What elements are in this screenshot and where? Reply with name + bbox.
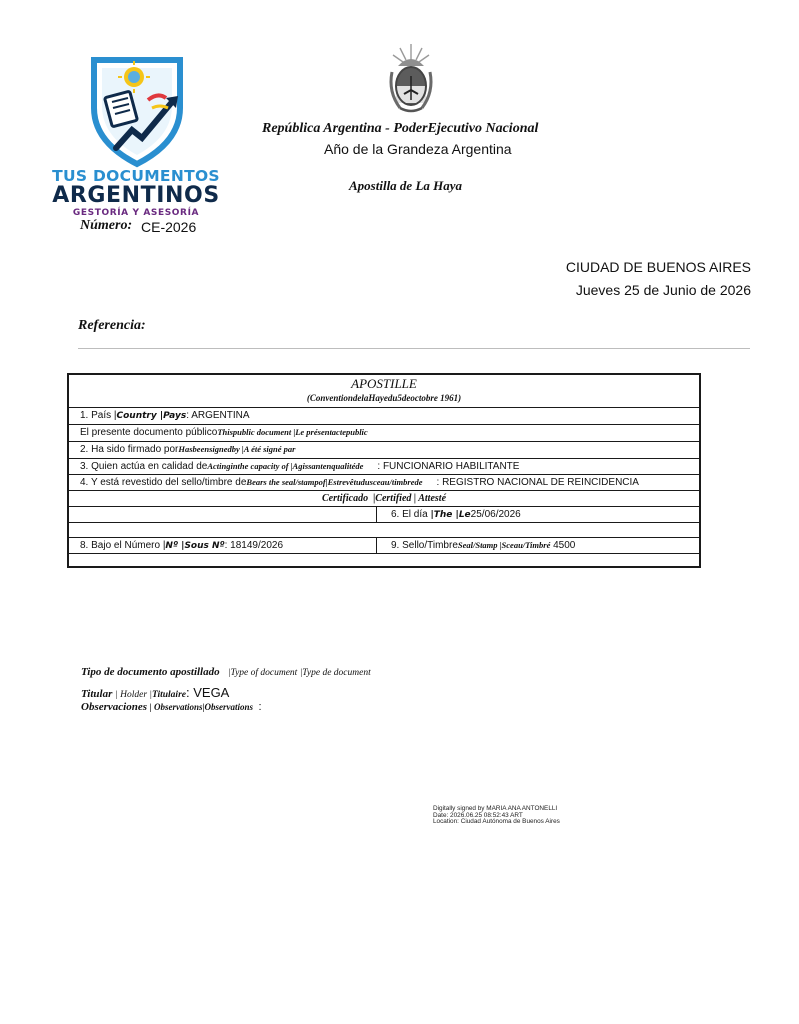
number-label: 8. Bajo el Número | [80,540,166,551]
country-tr-en: Country [116,411,157,421]
signature-location: Location: Ciudad Autónoma de Buenos Aires [433,818,560,826]
signature-signer: Digitally signed by MARIA ANA ANTONELLI [433,805,558,812]
country-tr-sep: | [156,411,164,421]
holder-tr-fr: Titulaire [152,690,186,700]
signature-date: Date: 2026.06.25 08:52:43 ART [433,811,523,819]
apostille-row-signed [69,442,699,459]
header-apostilla: Apostilla de La Haya [349,178,463,193]
date-value: 25/06/2026 [470,509,521,520]
document-type-field [81,666,371,678]
company-logo [88,50,186,168]
date: Jueves 25 de Junio de 2026 [575,282,751,298]
apostille-row-certified [69,491,699,507]
divider [78,348,750,349]
coat-of-arms-icon [386,42,436,116]
certified-es: Certificado [321,493,369,504]
stamp-label: 9. Sello/Timbre [391,540,458,551]
certified-fr: | Attesté [413,493,447,504]
apostille-table [67,373,701,568]
logo-brand-text [48,168,224,219]
number-value: : 18149/2026 [224,540,284,551]
observations-value: : [258,701,262,713]
seal-value: : REGISTRO NACIONAL DE REINCIDENCIA [436,477,639,488]
capacity-label: 3. Quien actúa en calidad de [80,461,208,472]
apostille-row-document [69,425,699,442]
country-value: : ARGENTINA [186,410,250,421]
country-tr-fr: Pays [163,411,187,421]
capacity-tr: Actinginthe capacity of |Agissantenqualitéde [207,461,364,471]
stamp-value: 4500 [553,540,576,551]
apostille-header-row [69,375,699,408]
numero-label: Número: [80,218,133,233]
logo-shield-icon [88,50,186,168]
country-label: 1. País | [80,410,117,421]
referencia-label: Referencia: [78,318,146,333]
observations-field [81,701,262,713]
observations-label: Observaciones [81,701,147,713]
date-tr: |The |Le [430,510,471,520]
logo-line-3: GESTORÍA Y ASESORÍA [72,208,200,218]
signed-tr: Hasbeensignedby |A été signé par [178,444,296,454]
document-type-label: Tipo de documento apostillado [81,666,220,678]
document-label: El presente documento público [80,427,218,438]
digital-signature [433,806,560,826]
header-year-motto: Año de la Grandeza Argentina [324,141,512,157]
logo-line-2: ARGENTINOS [52,183,220,208]
capacity-value: : FUNCIONARIO HABILITANTE [377,461,520,472]
cell-divider [376,507,377,523]
date-label: 6. El día [391,509,431,520]
apostille-title: APOSTILLE [351,376,417,391]
stamp-tr: Seal/Stamp |Sceau/Timbré [457,540,551,550]
document-type-tr: |Type of document |Type de document [227,668,371,678]
holder-tr-en: | Holder | [115,690,153,700]
city: CIUDAD DE BUENOS AIRES [565,259,751,275]
apostille-row-blank [69,523,699,538]
logo-line-1: TUS DOCUMENTOS [52,167,220,185]
coat-of-arms [386,42,436,116]
holder-value: : VEGA [186,685,230,700]
seal-tr: Bears the seal/stampof|Estrevêtudusceau/timbrede [246,477,423,487]
holder-field [81,685,229,700]
number-tr: Nº |Sous Nº [165,541,225,551]
signed-label: 2. Ha sido firmado por [80,444,179,455]
observations-tr: | Observations|Observations [149,702,253,712]
numero-value: CE-2026 [141,219,197,235]
cell-divider [376,538,377,554]
apostille-row-date [69,507,699,523]
holder-label: Titular [81,688,113,700]
seal-label: 4. Y está revestido del sello/timbre de [80,477,247,488]
apostille-row-country [69,408,699,425]
apostille-row-capacity [69,459,699,475]
header-title: República Argentina - PoderEjecutivo Nacional [262,121,539,136]
document-tr: Thispublic document |Le présentactepublic [217,427,368,437]
apostille-row-number-seal [69,538,699,554]
certified-en: |Certified [373,493,412,504]
apostille-subtitle: (ConventiondelaHayedu5deoctobre 1961) [306,393,462,403]
apostille-row-seal [69,475,699,491]
